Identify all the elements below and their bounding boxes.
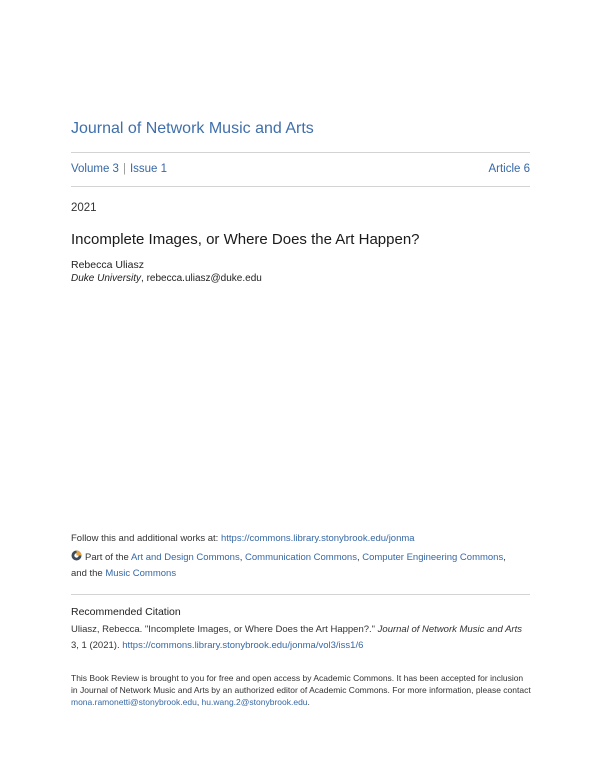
contact-email-1[interactable]: mona.ramonetti@stonybrook.edu xyxy=(71,697,197,707)
part-of-prefix: Part of the xyxy=(85,552,131,563)
citation-body xyxy=(71,622,531,654)
comma-separator: , xyxy=(356,552,363,563)
repository-link[interactable]: https://commons.library.stonybrook.edu/jonma xyxy=(220,533,415,544)
issue-link[interactable]: Issue 1 xyxy=(129,163,168,175)
period: . xyxy=(307,697,310,707)
notice-text: This Book Review is brought to you for free and open access by Academic Commons. It has been accepted for inclusion in Journal of Network Music and Arts by an authorized editor of Academic Commons. For more information, please contact xyxy=(71,673,531,695)
part-of-section xyxy=(71,550,531,582)
publication-year: 2021 xyxy=(71,202,97,214)
citation-divider xyxy=(71,594,530,595)
follow-line xyxy=(71,533,415,544)
and-the-text: and the xyxy=(71,568,106,579)
citation-journal: Journal of Network Music and Arts xyxy=(377,624,522,635)
affiliation-name: Duke University xyxy=(71,273,142,284)
bottom-divider xyxy=(71,186,530,187)
contact-email-2[interactable]: hu.wang.2@stonybrook.edu xyxy=(201,697,308,707)
author-email[interactable]: rebecca.uliasz@duke.edu xyxy=(146,273,262,284)
access-notice xyxy=(71,672,531,708)
citation-text: Uliasz, Rebecca. "Incomplete Images, or Where Does the Art Happen?." xyxy=(71,624,378,635)
top-divider xyxy=(71,152,530,153)
bepress-icon xyxy=(71,550,82,561)
author-affiliation xyxy=(71,273,262,284)
citation-heading: Recommended Citation xyxy=(71,606,181,618)
issue-row xyxy=(71,163,530,179)
computer-engineering-commons-link[interactable]: Computer Engineering Commons xyxy=(362,552,504,563)
communication-commons-link[interactable]: Communication Commons xyxy=(245,552,357,563)
comma-separator: , xyxy=(239,552,246,563)
citation-volume: 3, 1 (2021). xyxy=(71,640,123,651)
author-name: Rebecca Uliasz xyxy=(71,259,144,271)
music-commons-link[interactable]: Music Commons xyxy=(105,568,177,579)
issue-separator: | xyxy=(122,163,126,175)
follow-text: Follow this and additional works at: xyxy=(71,533,221,544)
article-link[interactable]: Article 6 xyxy=(488,163,530,175)
citation-url-link[interactable]: https://commons.library.stonybrook.edu/jonma/vol3/iss1/6 xyxy=(122,640,364,651)
journal-title[interactable]: Journal of Network Music and Arts xyxy=(71,120,314,137)
volume-link[interactable]: Volume 3 xyxy=(71,163,119,175)
article-title: Incomplete Images, or Where Does the Art Happen? xyxy=(71,231,420,248)
comma-separator: , xyxy=(196,697,202,707)
email-separator: , xyxy=(141,273,147,284)
comma-separator: , xyxy=(503,552,506,563)
art-design-commons-link[interactable]: Art and Design Commons xyxy=(130,552,240,563)
